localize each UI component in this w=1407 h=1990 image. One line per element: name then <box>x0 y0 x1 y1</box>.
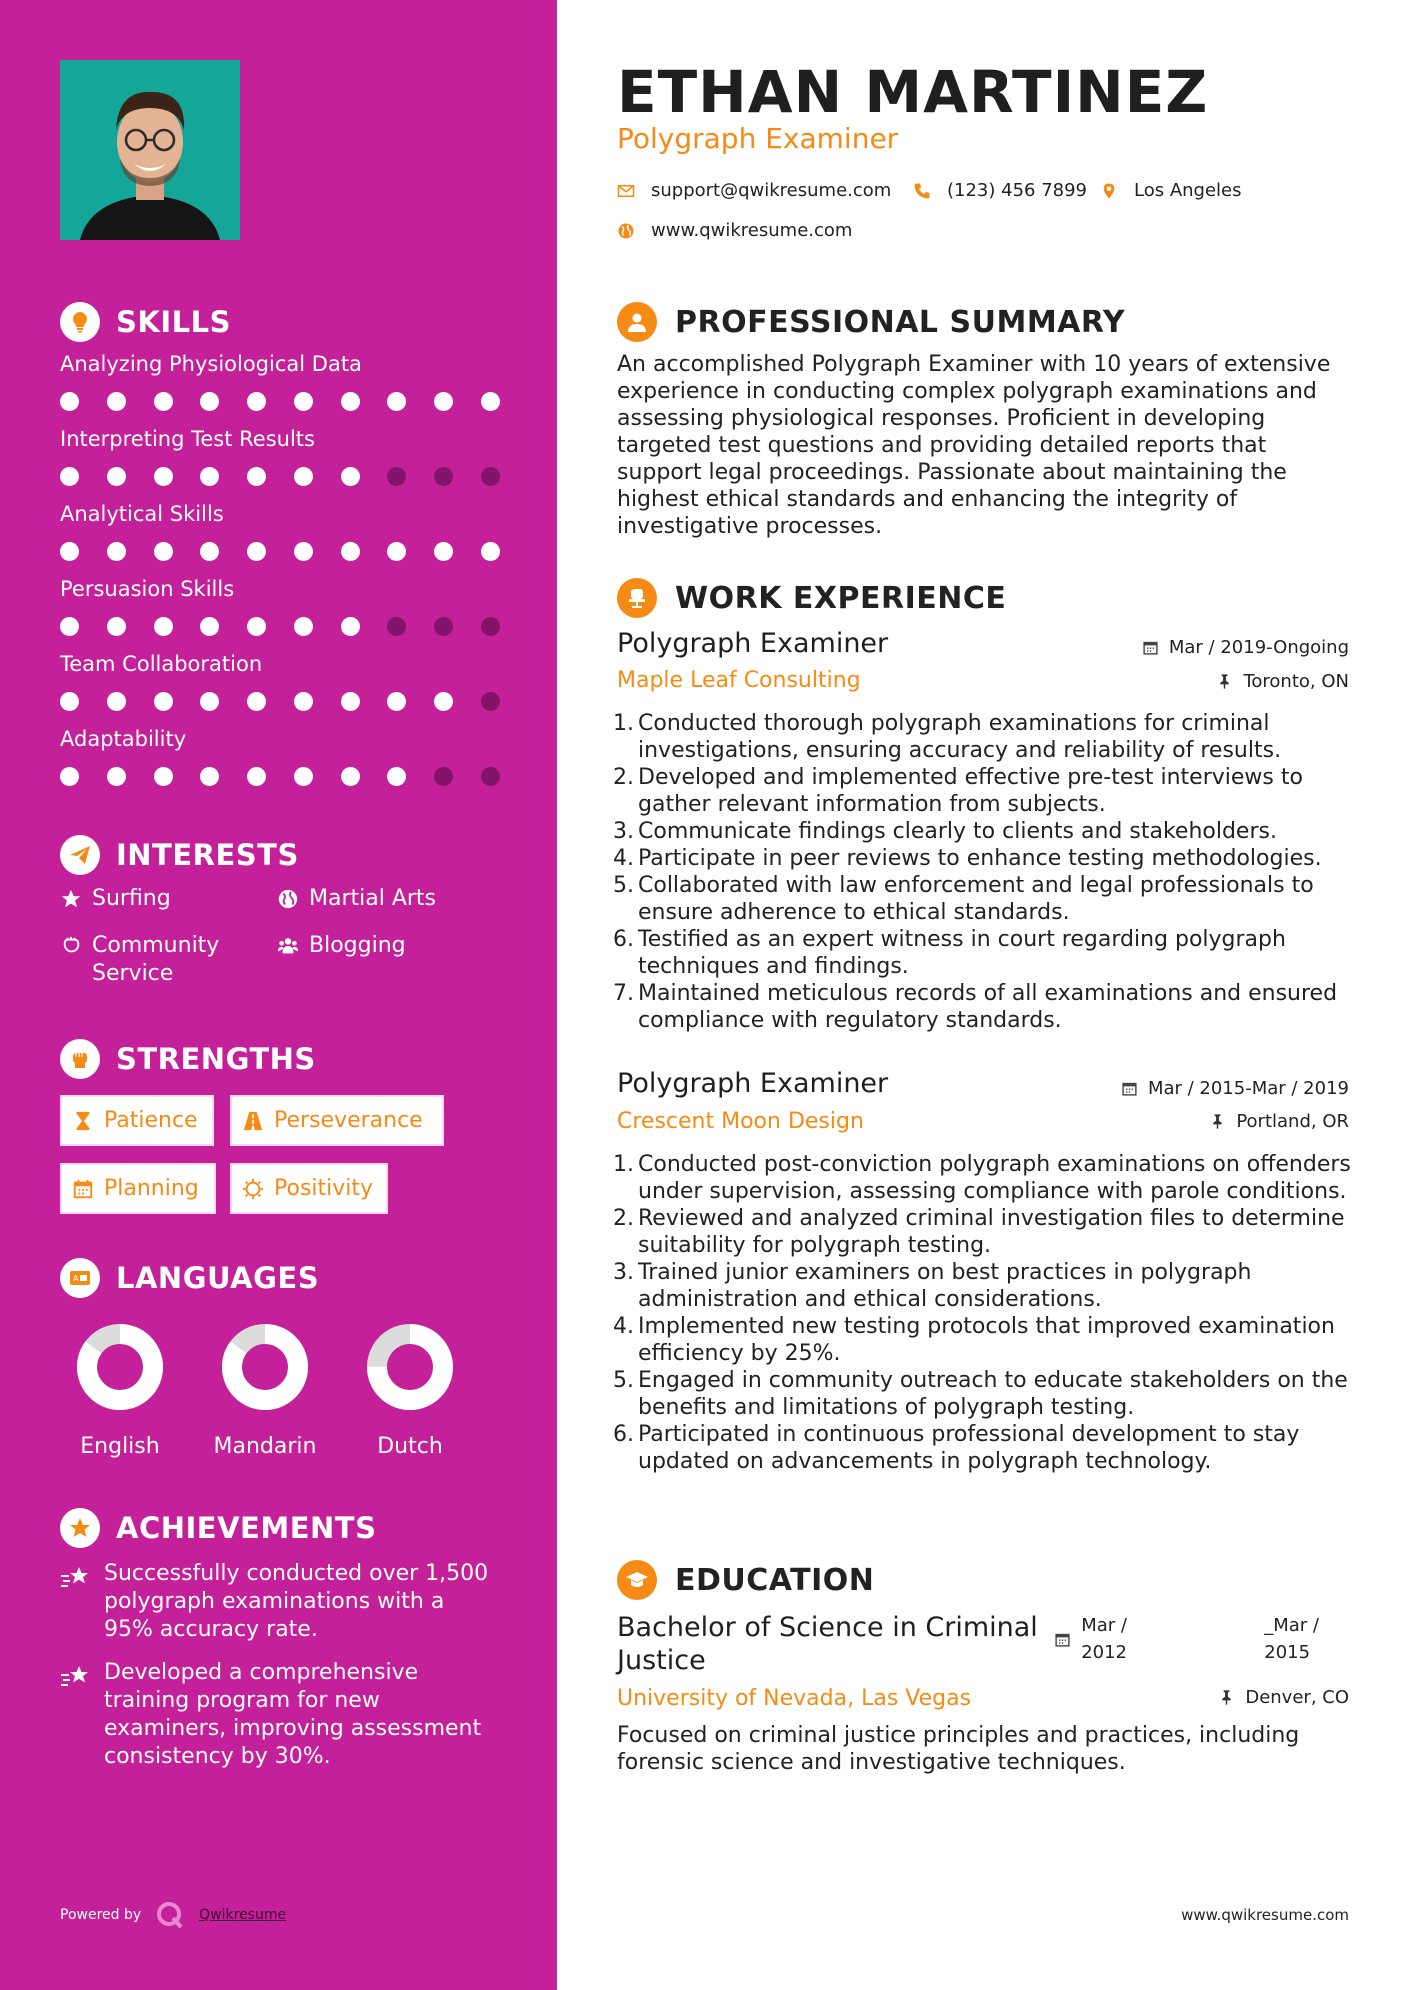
map-marker-icon <box>1100 182 1118 200</box>
skill-name: Persuasion Skills <box>60 577 235 601</box>
duty-number: 1. <box>613 711 634 736</box>
skill-dot-filled <box>107 542 126 561</box>
duty-number: 2. <box>613 1206 634 1231</box>
skill-dot-filled <box>294 767 313 786</box>
language-item: Dutch <box>350 1322 470 1459</box>
job-duties <box>610 1151 1355 1475</box>
duty-text: Developed and implemented effective pre-test interviews to gather relevant information from subjects. <box>638 765 1303 817</box>
skill-dot-empty <box>434 467 453 486</box>
interest-item: Community Service <box>60 932 219 988</box>
skill-dot-filled <box>294 467 313 486</box>
skill-dot-filled <box>107 467 126 486</box>
duty-text: Communicate findings clearly to clients and stakeholders. <box>638 819 1277 844</box>
duty-number: 3. <box>613 1260 634 1285</box>
skill-dot-filled <box>200 542 219 561</box>
skill-dot-empty <box>481 617 500 636</box>
skill-dot-filled <box>107 617 126 636</box>
summary-heading: PROFESSIONAL SUMMARY <box>617 302 1125 342</box>
skill-dot-filled <box>154 617 173 636</box>
skills-heading: SKILLS <box>60 302 231 342</box>
strengths-heading: STRENGTHS <box>60 1039 316 1079</box>
sun-icon <box>242 1178 264 1200</box>
skill-item <box>60 577 500 636</box>
footer-url[interactable]: www.qwikresume.com <box>1181 1906 1349 1924</box>
location-contact: Los Angeles <box>1100 180 1242 201</box>
skill-dot-filled <box>200 767 219 786</box>
skill-dot-filled <box>60 692 79 711</box>
duty-item <box>610 1367 1355 1421</box>
job-date: Mar / 2015-Mar / 2019 <box>1121 1078 1349 1099</box>
duty-number: 2. <box>613 765 634 790</box>
interest-item: Surfing <box>60 885 171 913</box>
duty-text: Participated in continuous professional development to stay updated on advancements in polygraph technology. <box>638 1422 1300 1474</box>
brand-link[interactable]: Qwikresume <box>199 1907 287 1923</box>
skill-dot-filled <box>481 392 500 411</box>
skill-item <box>60 727 500 786</box>
skill-dot-filled <box>294 617 313 636</box>
shooting-star-icon <box>60 1663 92 1691</box>
achievements-heading: ACHIEVEMENTS <box>60 1508 376 1548</box>
summary-text: An accomplished Polygraph Examiner with 10 years of extensive experience in conducting complex polygraph examinations and assessing physiological responses. Proficient in developing targeted test questions and providing detailed reports that support legal proceedings. Passionate about maintaining the highest ethical standards and enhancing the integrity of investigative processes. <box>617 352 1331 539</box>
duty-number: 6. <box>613 1422 634 1447</box>
skill-dot-filled <box>60 392 79 411</box>
sidebar <box>0 0 557 1990</box>
duty-text: Reviewed and analyzed criminal investigation files to determine suitability for polygraph testing. <box>638 1206 1345 1258</box>
languages-heading: A LANGUAGES <box>60 1258 319 1298</box>
skill-item <box>60 427 500 486</box>
skill-dot-filled <box>60 617 79 636</box>
language-item: Mandarin <box>205 1322 325 1459</box>
duty-item <box>610 764 1355 818</box>
skill-dot-filled <box>341 392 360 411</box>
skill-dot-filled <box>387 692 406 711</box>
skill-dot-filled <box>107 767 126 786</box>
graduation-cap-icon <box>617 1560 657 1600</box>
job-company: Maple Leaf Consulting <box>617 668 861 693</box>
lightbulb-icon <box>60 302 100 342</box>
job-date: Mar / 2019-Ongoing <box>1142 637 1349 658</box>
duty-text: Testified as an expert witness in court regarding polygraph techniques and findings. <box>638 927 1286 979</box>
skill-dot-empty <box>434 767 453 786</box>
duty-text: Maintained meticulous records of all examinations and ensured compliance with regulatory standards. <box>638 981 1338 1033</box>
duty-item <box>610 1205 1355 1259</box>
shooting-star-icon <box>60 1564 92 1592</box>
achievement-item: Developed a comprehensive training program for new examiners, improving assessment consistency by 30%. <box>60 1659 500 1771</box>
website-contact[interactable]: www.qwikresume.com <box>617 220 852 241</box>
skill-item <box>60 352 500 411</box>
skill-dot-filled <box>60 767 79 786</box>
duty-text: Implemented new testing protocols that improved examination efficiency by 25%. <box>638 1314 1335 1366</box>
duty-number: 4. <box>613 846 634 871</box>
skill-name: Interpreting Test Results <box>60 427 315 451</box>
language-ring <box>75 1322 165 1412</box>
powered-by: Powered by Qwikresume <box>60 1900 286 1930</box>
skill-item <box>60 652 500 711</box>
skill-dot-filled <box>341 467 360 486</box>
star-icon <box>60 888 82 910</box>
calendar-icon <box>1121 1080 1138 1097</box>
skill-dot-filled <box>200 392 219 411</box>
chair-icon <box>617 578 657 618</box>
skill-dot-filled <box>434 392 453 411</box>
skill-dot-filled <box>247 617 266 636</box>
duty-number: 5. <box>613 873 634 898</box>
calendar-icon <box>1142 639 1159 656</box>
experience-heading: WORK EXPERIENCE <box>617 578 1006 618</box>
skill-dot-filled <box>247 542 266 561</box>
skill-dot-filled <box>341 767 360 786</box>
skill-dot-empty <box>387 617 406 636</box>
interest-item: Martial Arts <box>277 885 436 913</box>
skill-rating <box>60 542 500 561</box>
duty-text: Trained junior examiners on best practices in polygraph administration and ethical considerations. <box>638 1260 1252 1312</box>
duty-text: Conducted post-conviction polygraph examinations on offenders under supervision, assessing compliance with parole conditions. <box>638 1152 1351 1204</box>
duty-number: 4. <box>613 1314 634 1339</box>
skill-rating <box>60 467 500 486</box>
interests-heading: INTERESTS <box>60 835 299 875</box>
duty-number: 3. <box>613 819 634 844</box>
job-location: Portland, OR <box>1209 1111 1349 1132</box>
education-text: Focused on criminal justice principles and practices, including forensic science and investigative techniques. <box>617 1723 1300 1775</box>
skill-dot-filled <box>60 542 79 561</box>
duty-number: 6. <box>613 927 634 952</box>
duty-number: 5. <box>613 1368 634 1393</box>
phone-contact[interactable]: (123) 456 7899 <box>913 180 1087 201</box>
achievement-item: Successfully conducted over 1,500 polygraph examinations with a 95% accuracy rate. <box>60 1560 500 1644</box>
pushpin-icon <box>1216 673 1233 690</box>
duty-item <box>610 1421 1355 1475</box>
globe-icon <box>617 222 635 240</box>
skill-dot-filled <box>481 542 500 561</box>
duty-number: 7. <box>613 981 634 1006</box>
phone-icon <box>913 182 931 200</box>
duty-item <box>610 710 1355 764</box>
school-name: University of Nevada, Las Vegas <box>617 1686 972 1711</box>
skill-dot-filled <box>247 392 266 411</box>
skill-dot-filled <box>341 692 360 711</box>
duty-item <box>610 980 1355 1034</box>
duty-item <box>610 1151 1355 1205</box>
duty-item <box>610 1259 1355 1313</box>
skill-rating <box>60 767 500 786</box>
skill-dot-filled <box>154 542 173 561</box>
pushpin-icon <box>1218 1689 1235 1706</box>
skill-name: Team Collaboration <box>60 652 263 676</box>
job-location: Toronto, ON <box>1216 671 1349 692</box>
strength-tag: Positivity <box>230 1163 388 1214</box>
globe-icon <box>277 888 299 910</box>
duty-text: Collaborated with law enforcement and legal professionals to ensure adherence to ethical standards. <box>638 873 1314 925</box>
job-duties <box>610 710 1355 1034</box>
envelope-icon <box>617 182 635 200</box>
skill-dot-empty <box>434 617 453 636</box>
skill-dot-filled <box>294 692 313 711</box>
education-date-end: _Mar / 2015 <box>1264 1615 1319 1663</box>
hourglass-icon <box>72 1110 94 1132</box>
duty-item <box>610 818 1355 845</box>
candidate-role: Polygraph Examiner <box>617 122 899 155</box>
duty-number: 1. <box>613 1152 634 1177</box>
skill-dot-filled <box>247 692 266 711</box>
language-ring <box>220 1322 310 1412</box>
skill-dot-empty <box>481 467 500 486</box>
skill-dot-filled <box>341 542 360 561</box>
user-icon <box>617 302 657 342</box>
language-icon <box>60 1258 100 1298</box>
skill-dot-filled <box>387 392 406 411</box>
education-heading: EDUCATION <box>617 1560 874 1600</box>
strength-tag: Perseverance <box>230 1095 444 1146</box>
skill-dot-filled <box>294 542 313 561</box>
job-company: Crescent Moon Design <box>617 1109 864 1134</box>
interest-item: Blogging <box>277 932 406 960</box>
skill-dot-filled <box>107 692 126 711</box>
calendar-icon <box>72 1178 94 1200</box>
skill-dot-filled <box>154 392 173 411</box>
skill-dot-filled <box>434 542 453 561</box>
svg-text:A: A <box>73 1274 79 1283</box>
skill-rating <box>60 617 500 636</box>
skill-dot-filled <box>200 617 219 636</box>
duty-item <box>610 926 1355 980</box>
skill-dot-filled <box>154 467 173 486</box>
calendar-icon <box>1054 1631 1071 1648</box>
skill-dot-filled <box>200 692 219 711</box>
duty-item <box>610 845 1355 872</box>
road-icon <box>242 1110 264 1132</box>
duty-text: Engaged in community outreach to educate stakeholders on the benefits and limitations of polygraph testing. <box>638 1368 1348 1420</box>
duty-text: Participate in peer reviews to enhance testing methodologies. <box>638 846 1322 871</box>
skill-dot-filled <box>200 467 219 486</box>
hand-icon <box>60 935 82 957</box>
users-icon <box>277 935 299 957</box>
skill-dot-filled <box>247 767 266 786</box>
skill-dot-filled <box>341 617 360 636</box>
job-title: Polygraph Examiner <box>617 628 889 659</box>
profile-photo <box>60 60 240 240</box>
qwikresume-logo-icon <box>155 1900 185 1930</box>
pushpin-icon <box>1209 1113 1226 1130</box>
language-item: English <box>60 1322 180 1459</box>
skill-dot-empty <box>481 767 500 786</box>
degree-title: Bachelor of Science in Criminal Justice <box>617 1612 1038 1676</box>
duty-item <box>610 1313 1355 1367</box>
skill-dot-filled <box>294 392 313 411</box>
job-title: Polygraph Examiner <box>617 1068 889 1099</box>
skill-name: Analyzing Physiological Data <box>60 352 362 376</box>
skill-dot-filled <box>247 467 266 486</box>
skill-dot-filled <box>107 392 126 411</box>
skill-dot-filled <box>60 467 79 486</box>
skill-rating <box>60 692 500 711</box>
duty-item <box>610 872 1355 926</box>
candidate-name: ETHAN MARTINEZ <box>617 58 1209 126</box>
language-ring <box>365 1322 455 1412</box>
skill-name: Analytical Skills <box>60 502 224 526</box>
skill-item <box>60 502 500 561</box>
skill-dot-filled <box>387 542 406 561</box>
education-date-start: Mar / 2012 <box>1054 1612 1127 1666</box>
strength-tag: Patience <box>60 1095 214 1146</box>
skill-dot-empty <box>481 692 500 711</box>
strength-tag: Planning <box>60 1163 216 1214</box>
skill-dot-filled <box>154 692 173 711</box>
skill-rating <box>60 392 500 411</box>
duty-text: Conducted thorough polygraph examinations for criminal investigations, ensuring accuracy and reliability of results. <box>638 711 1282 763</box>
skill-dot-filled <box>387 767 406 786</box>
star-badge-icon <box>60 1508 100 1548</box>
skill-name: Adaptability <box>60 727 187 751</box>
fist-icon <box>60 1039 100 1079</box>
email-contact[interactable]: support@qwikresume.com <box>617 180 891 201</box>
skill-dot-filled <box>154 767 173 786</box>
skill-dot-filled <box>434 692 453 711</box>
paper-plane-icon <box>60 835 100 875</box>
education-location: Denver, CO <box>1218 1687 1349 1708</box>
skill-dot-empty <box>387 467 406 486</box>
